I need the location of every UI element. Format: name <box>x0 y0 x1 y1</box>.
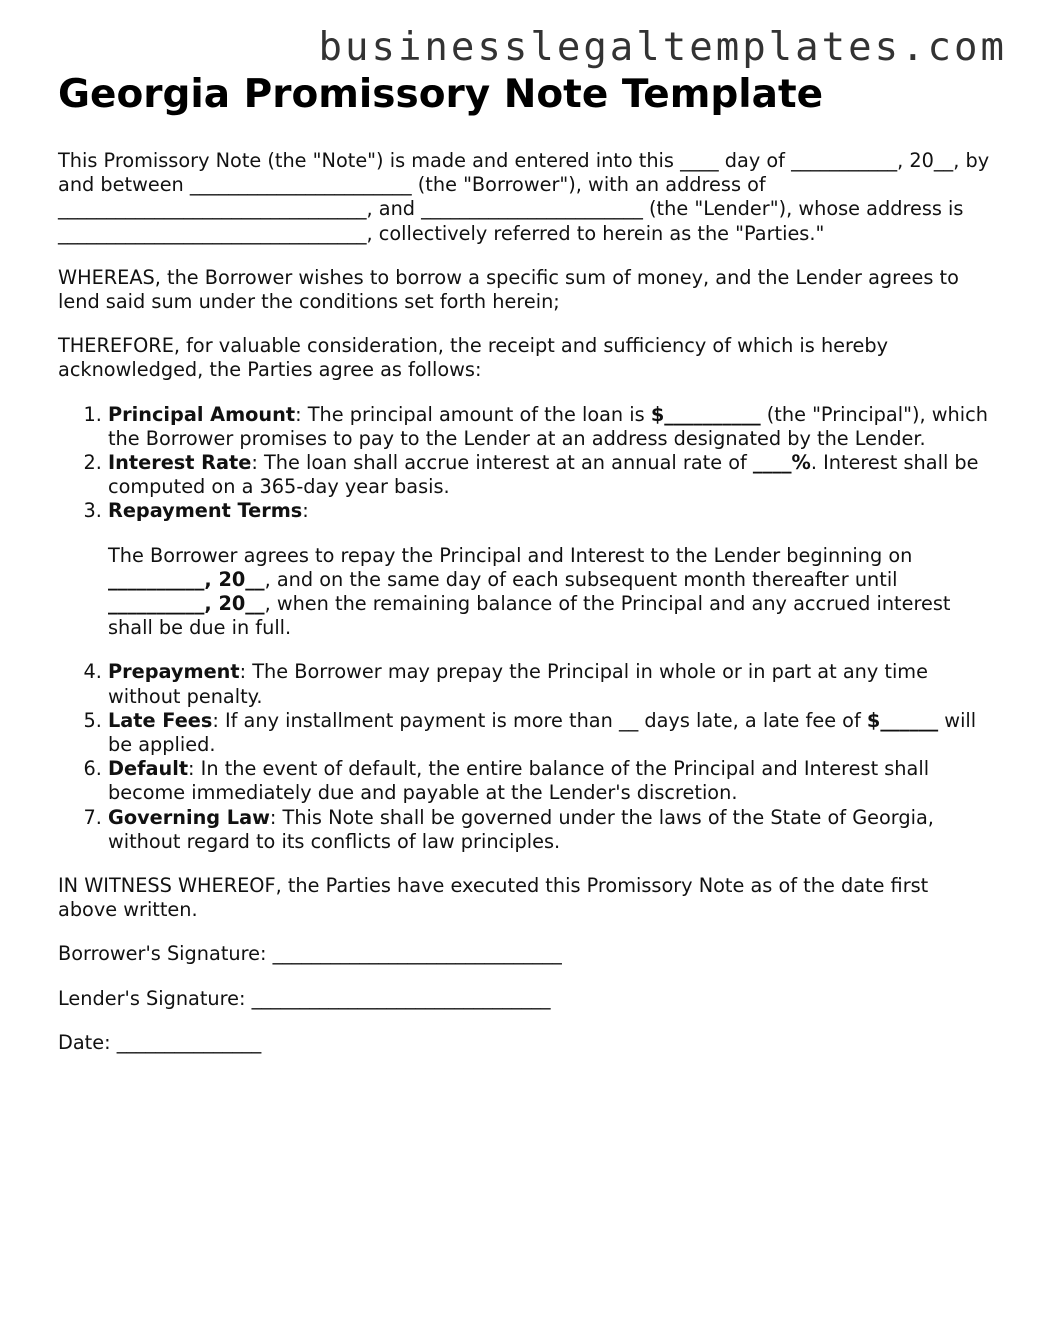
site-watermark: businesslegaltemplates.com <box>318 25 1007 70</box>
clause-late-fees: 5. Late Fees: If any installment payment is more than __ days late, a late fee of $______ will be applied. <box>108 709 993 757</box>
witness-paragraph: IN WITNESS WHEREOF, the Parties have executed this Promissory Note as of the date first above written. <box>58 874 929 922</box>
clause-prepayment: 4. Prepayment: The Borrower may prepay the Principal in whole or in part at any time without penalty. <box>108 660 993 708</box>
lender-signature-line: Lender's Signature: _______________________________ <box>58 986 551 1010</box>
document-title: Georgia Promissory Note Template <box>58 72 824 117</box>
clause-heading: Interest Rate <box>108 451 252 475</box>
intro-paragraph: This Promissory Note (the "Note") is made and entered into this ____ day of ___________, 20__, by and between _______________________ (the "Borrower"), with an address of ________________________________, and _______________________ (the "Lender"), whose address is ________________________________, collectively referred to herein as the "Parties." <box>58 149 990 245</box>
repayment-terms-detail: The Borrower agrees to repay the Principal and Interest to the Lender beginning on __________, 20__, and on the same day of each subsequent month thereafter until __________, 20__, when the remaining balance of the Principal and any accrued interest shall be due in full. <box>108 543 951 640</box>
clause-heading: Governing Law <box>108 805 270 829</box>
clause-heading: Prepayment <box>108 660 240 684</box>
clause-heading: Repayment Terms <box>108 499 303 523</box>
clause-heading: Default <box>108 757 189 781</box>
clause-default: 6. Default: In the event of default, the entire balance of the Principal and Interest shall become immediately due and payable at the Lender's discretion. <box>108 757 993 805</box>
date-line: Date: _______________ <box>58 1030 262 1054</box>
document-body <box>58 149 993 1075</box>
clause-repayment-terms: 3. Repayment Terms: The Borrower agrees to repay the Principal and Interest to the Lender beginning on __________, 20__, and on the same day of each subsequent month thereafter until __________, 20__, when the remaining balance of the Principal and any accrued interest shall be due in full. <box>108 499 993 640</box>
borrower-signature-line: Borrower's Signature: ______________________________ <box>58 942 562 966</box>
clause-heading: Late Fees <box>108 708 213 732</box>
repayment-start-date-blank: __________, 20__ <box>108 567 265 591</box>
principal-amount-blank: $__________ <box>650 402 761 426</box>
clause-heading: Principal Amount <box>108 402 296 426</box>
repayment-end-date-blank: __________, 20__ <box>108 592 265 616</box>
clause-governing-law: 7. Governing Law: This Note shall be governed under the laws of the State of Georgia, without regard to its conflicts of law principles. <box>108 806 993 854</box>
whereas-paragraph: WHEREAS, the Borrower wishes to borrow a specific sum of money, and the Lender agrees to lend said sum under the conditions set forth herein; <box>58 265 959 314</box>
therefore-paragraph: THEREFORE, for valuable consideration, the receipt and sufficiency of which is hereby acknowledged, the Parties agree as follows: <box>58 334 889 382</box>
terms-list <box>58 403 993 854</box>
interest-rate-blank: ____% <box>752 451 811 475</box>
clause-interest-rate: 2. Interest Rate: The loan shall accrue interest at an annual rate of ____%. Interest shall be computed on a 365-day year basis. <box>108 451 993 499</box>
clause-principal-amount: 1. Principal Amount: The principal amount of the loan is $__________ (the "Principal"), which the Borrower promises to pay to the Lender at an address designated by the Lender. <box>108 403 993 451</box>
late-fee-amount-blank: $______ <box>866 708 939 732</box>
